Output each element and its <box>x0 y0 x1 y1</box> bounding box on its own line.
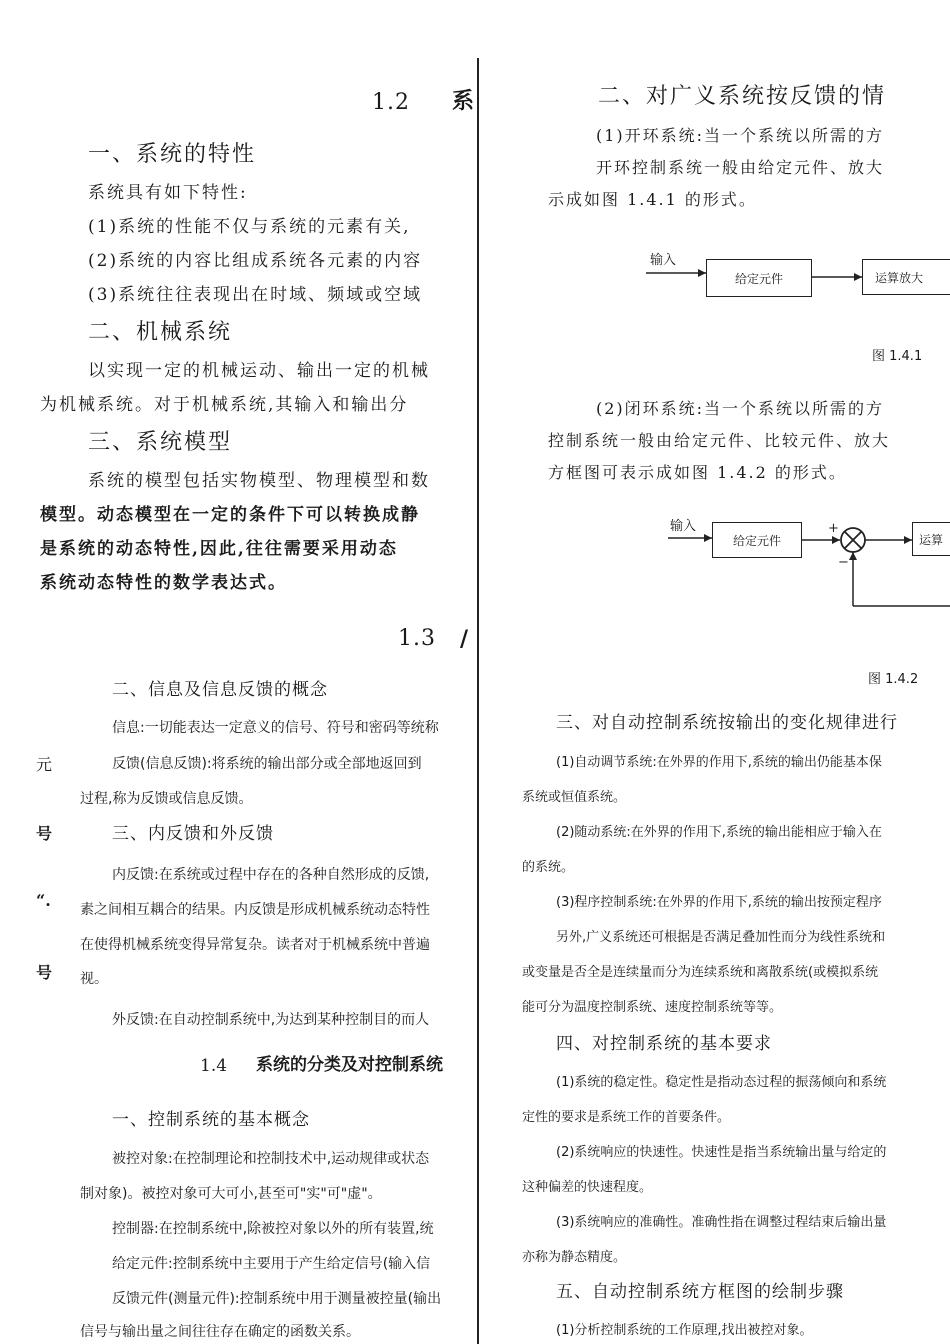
text-line: (3)系统往往表现出在时域、频域或空域 <box>88 285 423 305</box>
figure-1-4-2-plus-sign: + <box>828 521 839 536</box>
heading-mechanical-system: 二、机械系统 <box>88 320 233 345</box>
figure-1-4-2-setpoint-box <box>712 522 802 558</box>
text-line: 素之间相互耦合的结果。内反馈是形成机械系统动态特性 <box>80 902 430 918</box>
text-line: 系统的模型包括实物模型、物理模型和数 <box>88 471 430 491</box>
figure-1-4-2-input-label: 输入 <box>670 519 697 534</box>
text-line: 另外,广义系统还可根据是否满足叠加性而分为线性系统和 <box>556 930 886 945</box>
section-title-1-2-fragment: 系 <box>452 88 475 114</box>
text-line: 示成如图 1.4.1 的形式。 <box>548 190 757 209</box>
text-line: 给定元件:控制系统中主要用于产生给定信号(输入信 <box>112 1256 431 1272</box>
text-line: (1)系统的稳定性。稳定性是指动态过程的振荡倾向和系统 <box>556 1075 887 1090</box>
heading-basic-requirements: 四、对控制系统的基本要求 <box>556 1034 772 1054</box>
text-line: 信息:一切能表达一定意义的信号、符号和密码等统称 <box>112 720 439 736</box>
text-line: 开环控制系统一般由给定元件、放大 <box>596 158 885 177</box>
figure-1-4-1-caption: 图 1.4.1 <box>872 349 923 364</box>
figure-1-4-1-setpoint-label: 给定元件 <box>734 271 783 286</box>
text-line: (2)系统响应的快速性。快速性是指当系统输出量与给定的 <box>556 1145 887 1160</box>
text-line: 系统具有如下特性: <box>88 183 248 203</box>
heading-block-diagram-steps: 五、自动控制系统方框图的绘制步骤 <box>556 1282 844 1302</box>
text-line: 控制系统一般由给定元件、比较元件、放大 <box>548 431 891 450</box>
text-line: 为机械系统。对于机械系统,其输入和输出分 <box>40 395 409 415</box>
text-line: 外反馈:在自动控制系统中,为达到某种控制目的而人 <box>112 1012 430 1028</box>
heading-control-basics: 一、控制系统的基本概念 <box>112 1110 310 1130</box>
text-line: 内反馈:在系统或过程中存在的各种自然形成的反馈, <box>112 867 430 883</box>
heading-output-classification: 三、对自动控制系统按输出的变化规律进行 <box>556 713 898 733</box>
margin-mark: 号 <box>36 963 53 982</box>
figure-1-4-2-caption: 图 1.4.2 <box>868 672 919 687</box>
text-line: (2)闭环系统:当一个系统以所需的方 <box>596 399 885 418</box>
heading-system-properties: 一、系统的特性 <box>88 142 257 167</box>
text-line: 的系统。 <box>522 860 575 875</box>
heading-system-model: 三、系统模型 <box>88 430 233 455</box>
figure-1-4-2-amplifier-label: 运算 <box>919 532 944 547</box>
section-number-1-2: 1.2 <box>372 90 410 115</box>
text-line: (1)开环系统:当一个系统以所需的方 <box>596 126 885 145</box>
margin-mark: 号 <box>36 824 53 843</box>
text-line: 被控对象:在控制理论和控制技术中,运动规律或状态 <box>112 1151 430 1167</box>
text-line: (2)系统的内容比组成系统各元素的内容 <box>88 251 423 271</box>
figure-1-4-1-input-label: 输入 <box>650 253 677 268</box>
text-line: 过程,称为反馈或信息反馈。 <box>80 791 253 807</box>
heading-internal-external-feedback: 三、内反馈和外反馈 <box>112 824 274 844</box>
section-number-1-4: 1.4 <box>200 1056 228 1076</box>
figure-1-4-2-minus-sign: − <box>838 555 849 570</box>
text-line: 控制器:在控制系统中,除被控对象以外的所有装置,统 <box>112 1221 434 1237</box>
text-line: 定性的要求是系统工作的首要条件。 <box>522 1110 731 1125</box>
text-line: 是系统的动态特性,因此,往往需要采用动态 <box>40 539 398 559</box>
text-line: 信号与输出量之间往往存在确定的函数关系。 <box>80 1324 360 1340</box>
text-line: 或变量是否全是连续量而分为连续系统和离散系统(或模拟系统 <box>522 965 879 980</box>
text-line: (3)系统响应的准确性。准确性指在调整过程结束后输出量 <box>556 1215 887 1230</box>
text-line: 能可分为温度控制系统、速度控制系统等等。 <box>522 1000 783 1015</box>
margin-mark: 元 <box>36 755 53 774</box>
text-line: 在使得机械系统变得异常复杂。读者对于机械系统中普遍 <box>80 937 430 953</box>
text-line: 反馈(信息反馈):将系统的输出部分或全部地返回到 <box>112 756 422 772</box>
text-line: (3)程序控制系统:在外界的作用下,系统的输出按预定程序 <box>556 895 882 910</box>
text-line: 系统动态特性的数学表达式。 <box>40 573 287 593</box>
text-line: 以实现一定的机械运动、输出一定的机械 <box>88 361 430 381</box>
margin-mark: “. <box>36 891 51 910</box>
heading-information-feedback: 二、信息及信息反馈的概念 <box>112 680 328 700</box>
figure-1-4-1-amplifier-label: 运算放大 <box>875 270 924 285</box>
text-line: (1)系统的性能不仅与系统的元素有关, <box>88 217 411 237</box>
section-title-1-4: 系统的分类及对控制系统 <box>256 1055 443 1075</box>
text-line: 这种偏差的快速程度。 <box>522 1180 653 1195</box>
text-line: (2)随动系统:在外界的作用下,系统的输出能相应于输入在 <box>556 825 882 840</box>
text-line: 反馈元件(测量元件):控制系统中用于测量被控量(输出 <box>112 1291 442 1307</box>
heading-feedback-classification: 二、对广义系统按反馈的情 <box>598 84 887 109</box>
text-line: 方框图可表示成如图 1.4.2 的形式。 <box>548 463 847 482</box>
text-line: 模型。动态模型在一定的条件下可以转换成静 <box>40 505 420 525</box>
text-line: (1)自动调节系统:在外界的作用下,系统的输出仍能基本保 <box>556 755 882 770</box>
figure-1-4-2-setpoint-label: 给定元件 <box>732 533 781 548</box>
section-title-1-3-fragment: / <box>460 626 469 652</box>
figure-1-4-2-amplifier-box <box>912 522 950 556</box>
text-line: 系统或恒值系统。 <box>522 790 627 805</box>
text-line: (1)分析控制系统的工作原理,找出被控对象。 <box>556 1323 813 1338</box>
section-number-1-3: 1.3 <box>398 626 436 651</box>
text-line: 亦称为静态精度。 <box>522 1250 627 1265</box>
text-line: 制对象)。被控对象可大可小,甚至可"实"可"虚"。 <box>80 1186 382 1202</box>
text-line: 视。 <box>80 971 108 987</box>
